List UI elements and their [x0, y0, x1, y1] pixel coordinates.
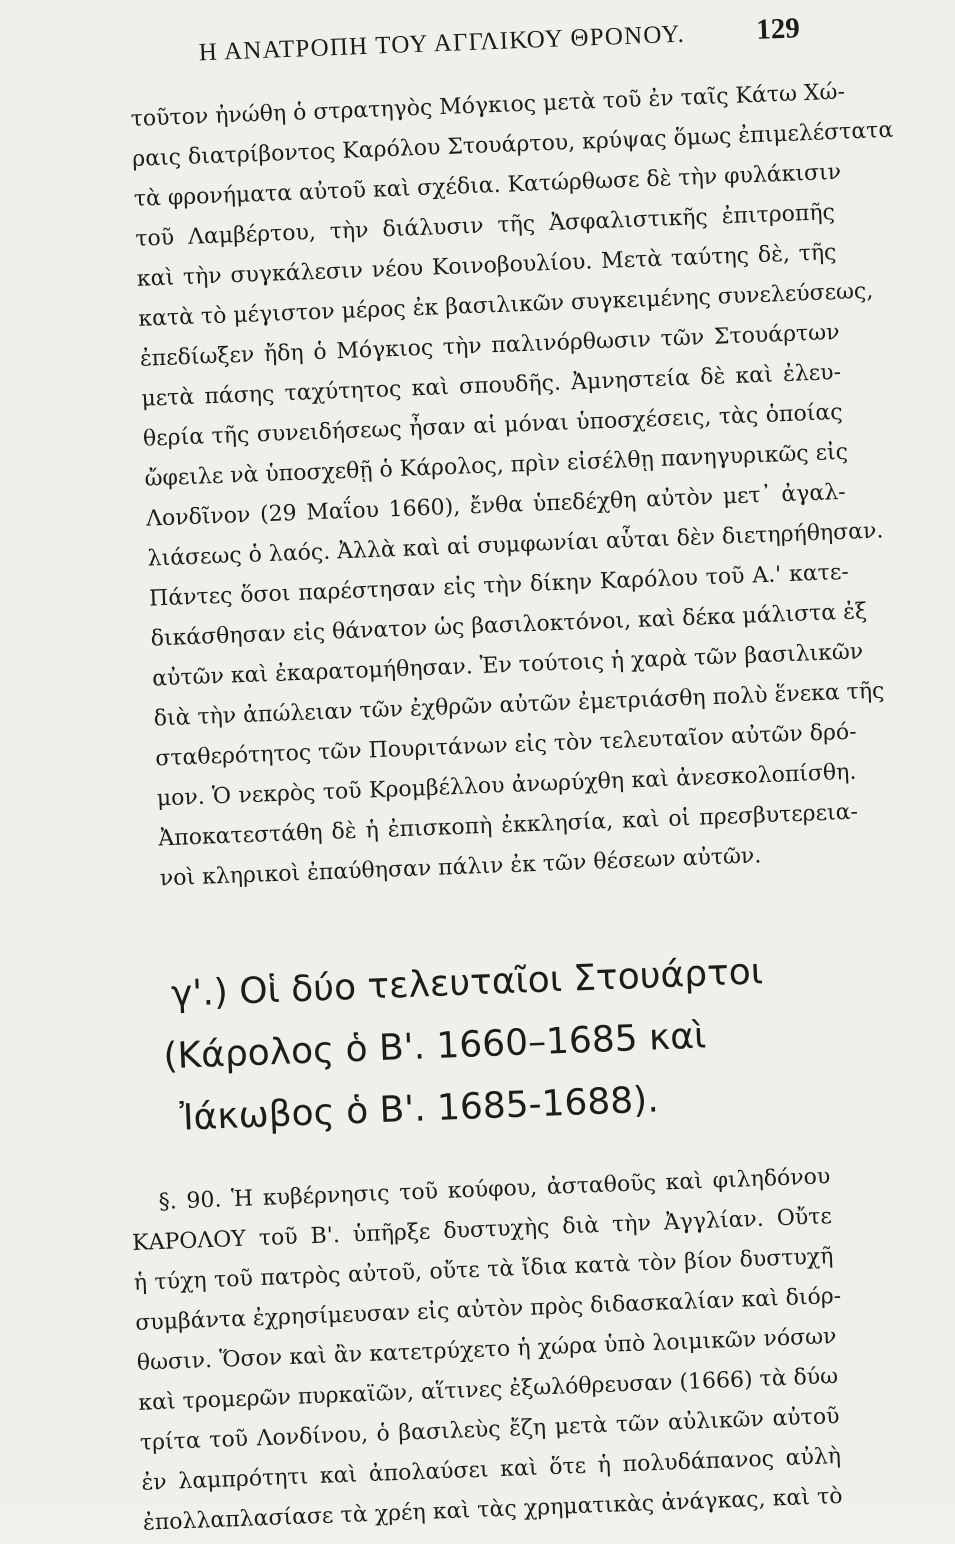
page-header	[128, 1, 845, 86]
text-line: ΚΑΡΟΛΟΥ τοῦ Β'. ὑπῆρξε δυστυχὴς διὰ τὴν Ἀγγλίαν. Οὔτε	[131, 1204, 833, 1256]
text-line: καὶ τρομερῶν πυρκαϊῶν, αἵτινες ἐξωλόθρευσαν (1666) τὰ δύω	[137, 1363, 839, 1416]
text-line: θερία τῆς συνειδήσεως ἦσαν αἱ μόναι ὑποσχέσεις, τὰς ὁποίας	[142, 399, 843, 452]
text-line: §. 90. Ἡ κυβέρνησις τοῦ κούφου, ἀσταθοῦς καὶ φιληδόνου	[158, 1164, 831, 1215]
text-line: ἐπεδίωξεν ἤδη ὁ Μόγκιος τὴν παλινόρθωσιν τῶν Στουάρτων	[139, 319, 840, 372]
text-line: νοὶ κληρικοὶ ἐπαύθησαν πάλιν ἐκ τῶν θέσεων αὐτῶν.	[159, 843, 762, 892]
text-line: τρίτα τοῦ Λονδίνου, ὁ βασιλεὺς ἔζη μετὰ τῶν αὐλικῶν αὐτοῦ	[139, 1403, 840, 1456]
text-line: ἐν λαμπρότητι καὶ ἀπολαύσει καὶ ὅτε ἡ πολυδάπανος αὐλὴ	[141, 1443, 842, 1496]
text-line: μον. Ὁ νεκρὸς τοῦ Κρομβέλλου ἀνωρύχθη καὶ ἀνεσκολοπίσθη.	[156, 759, 857, 812]
text-line: ἡ τύχη τοῦ πατρὸς αὐτοῦ, οὔτε τὰ ἴδια κατὰ τὸν βίον δυστυχῆ	[133, 1244, 834, 1296]
text-line: ραις διατρίβοντος Καρόλου Στουάρτου, κρύψας ὅμως ἐπιμελέστατα	[131, 117, 894, 172]
text-line: τοῦ Λαμβέρτου, τὴν διάλυσιν τῆς Ἀσφαλιστικῆς ἐπιτροπῆς	[134, 200, 836, 252]
paragraph-1	[130, 73, 894, 900]
page-number: 129	[755, 12, 801, 46]
text-line: αὐτῶν καὶ ἐκαρατομήθησαν. Ἐν τούτοις ἡ χαρὰ τῶν βασιλικῶν	[151, 639, 864, 692]
text-line: συμβάντα ἐχρησίμευσαν εἰς αὐτὸν πρὸς διδασκαλίαν καὶ διόρ-	[134, 1283, 842, 1336]
text-line: δικάσθησαν εἰς θάνατον ὡς βασιλοκτόνοι, καὶ δέκα μάλιστα ἐξ	[150, 599, 868, 652]
text-line: τὰ φρονήματα αὐτοῦ καὶ σχέδια. Κατώρθωσε δὲ τὴν φυλάκισιν	[133, 159, 842, 212]
text-line: ἐπολλαπλασίασε τὰ χρέη καὶ τὰς χρηματικὰς ἀνάγκας, καὶ τὸ	[142, 1483, 843, 1536]
text-line: Πάντες ὅσοι παρέστησαν εἰς τὴν δίκην Καρόλου τοῦ Α.' κατε-	[148, 559, 850, 612]
heading-line: γ'.) Οἱ δύο τελευταῖοι Στουάρτοι	[170, 951, 764, 1015]
text-line: κατὰ τὸ μέγιστον μέρος ἐκ βασιλικῶν συγκειμένης συνελεύσεως,	[137, 278, 874, 332]
text-line: ὤφειλε νὰ ὑποσχεθῇ ὁ Κάρολος, πρὶν εἰσέλθῃ πανηγυρικῶς εἰς	[144, 439, 849, 492]
text-line: θωσιν. Ὅσον καὶ ἂν κατετρύχετο ἡ χώρα ὑπὸ λοιμικῶν νόσων	[136, 1324, 837, 1376]
text-line: διὰ τὴν ἀπώλειαν τῶν ἐχθρῶν αὐτῶν ἐμετριάσθη πολὺ ἕνεκα τῆς	[153, 678, 885, 732]
paragraph-2	[130, 1157, 858, 1544]
text-line: σταθερότητος τῶν Πουριτάνων εἰς τὸν τελευταῖον αὐτῶν δρό-	[154, 719, 858, 772]
text-line: μετὰ πάσης ταχύτητος καὶ σπουδῆς. Ἀμνηστεία δὲ καὶ ἐλευ-	[141, 359, 842, 412]
text-line: καὶ τὴν συγκάλεσιν νέου Κοινοβουλίου. Μετὰ ταύτης δὲ, τῆς	[136, 240, 837, 292]
text-line: Λονδῖνον (29 Μαΐου 1660), ἔνθα ὑπεδέχθη αὐτὸν μετ᾽ ἀγαλ-	[145, 479, 847, 532]
heading-line: Ἰάκωβος ὁ Β'. 1685-1688).	[179, 1079, 660, 1139]
section-heading	[162, 938, 852, 1150]
text-line: Ἀποκατεστάθη δὲ ἡ ἐπισκοπὴ ἐκκλησία, καὶ οἱ πρεσβυτερεια-	[157, 799, 859, 852]
text-line: τοῦτον ἠνώθη ὁ στρατηγὸς Μόγκιος μετὰ τοῦ ἐν ταῖς Κάτω Χώ-	[130, 79, 846, 132]
running-title: Η ΑΝΑΤΡΟΠΗ ΤΟΥ ΑΓΓΛΙΚΟΥ ΘΡΟΝΟΥ.	[198, 20, 686, 67]
heading-line: (Κάρολος ὁ Β'. 1660–1685 καὶ	[162, 1015, 707, 1078]
text-line: λιάσεως ὁ λαός. Ἀλλὰ καὶ αἱ συμφωνίαι αὗται δὲν διετηρήθησαν.	[147, 518, 884, 572]
